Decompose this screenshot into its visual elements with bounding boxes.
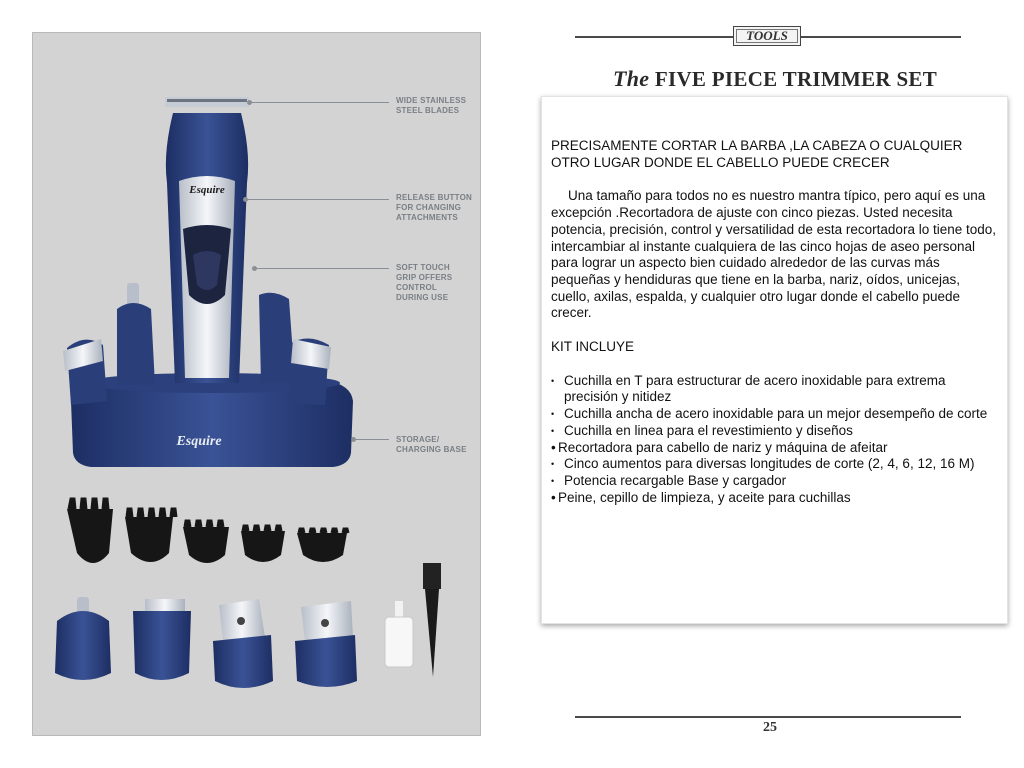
header-rule-right [801,36,961,38]
callout-dot-release [243,197,248,202]
header-rule-left [575,36,733,38]
callout-line-blades [249,102,389,103]
callout-dot-grip [252,266,257,271]
callout-dot-blades [247,100,252,105]
kit-item: • Cuchilla en linea para el revestimiento y diseños [551,422,853,438]
callout-blades: WIDE STAINLESS STEEL BLADES [396,96,467,115]
kit-heading: KIT INCLUYE [551,339,635,355]
callout-line-base [353,439,389,440]
kit-item: • Peine, cepillo de limpieza, y aceite para cuchillas [551,489,851,505]
callout-dot-base [351,437,356,442]
product-image-panel [32,32,481,736]
page-title [540,66,1010,92]
kit-item: • Cuchilla en T para estructurar de acero inoxidable para extrema precisión y nitidez [551,372,946,405]
base-attachment-nose [117,283,155,385]
kit-item: • Potencia recargable Base y cargador [551,472,787,488]
callout-charging-base: STORAGE/ CHARGING BASE [396,435,467,454]
bullet-icon: • [551,439,556,455]
wide-blade-head [133,599,191,680]
trimmer-set-illustration [33,33,482,737]
section-tab: TOOLS [733,26,801,46]
headline: PRECISAMENTE CORTAR LA BARBA ,LA CABEZA O CUALQUIER OTRO LUGAR DONDE EL CABELLO PUEDE CRECER [551,138,963,170]
comb-guide-5 [297,529,348,562]
bullet-icon: • [551,475,555,486]
base-brand-logo: Esquire [176,434,222,449]
bullet-icon: • [551,375,555,386]
bullet-icon: • [551,425,555,436]
footer-rule [575,716,961,718]
page-title-prefix: The [612,66,650,91]
kit-item: • Recortadora para cabello de nariz y máquina de afeitar [551,439,888,455]
callout-line-release [245,199,389,200]
base-attachment-left [63,339,107,405]
comb-guide-4 [241,526,285,562]
bullet-icon: • [551,489,556,505]
callout-release-button: RELEASE BUTTON FOR CHANGING ATTACHMENTS [396,193,472,222]
trimmer-brand-logo: Esquire [189,184,225,196]
bullet-icon: • [551,409,555,420]
main-trimmer [165,97,249,383]
kit-item: • Cuchilla ancha de acero inoxidable para un mejor desempeño de corte [551,406,988,422]
callout-line-grip [254,268,389,269]
oil-bottle [385,601,413,667]
kit-item: • Cinco aumentos para diversas longitudes de corte (2, 4, 6, 12, 16 M) [551,456,975,472]
t-blade-head [213,599,273,688]
comb-guide-3 [183,521,229,563]
description-panel [541,96,1008,624]
callout-grip: SOFT TOUCH GRIP OFFERS CONTROL DURING USE [396,263,453,302]
cleaning-brush [423,563,441,677]
description-text [551,138,1001,506]
bullet-icon: • [551,459,555,470]
guide-combs [67,499,348,563]
comb-guide-2 [125,509,176,562]
page-title-main: FIVE PIECE TRIMMER SET [654,67,938,91]
detail-blade-head [295,601,357,687]
nose-trimmer-head [55,597,111,680]
body-paragraph: Una tamaño para todos no es nuestro mantra típico, pero aquí es una excepción .Recortadora de ajuste con cinco piezas. Usted necesita potencia, precisión, control y versatilidad de esta recortadora lo tiene todo, intercambiar al instante cualquiera de las cinco hojas de aseo personal para lograr un aspecto bien cuidado alrededor de las curvas más pequeñas y hendiduras que tiene en la barba, nariz, oídos, unicejas, cuello, axilas, espalda, y cualquier otro lugar donde el cabello puede crecer. [551,188,997,321]
comb-guide-1 [67,499,113,563]
page-number: 25 [763,720,777,735]
